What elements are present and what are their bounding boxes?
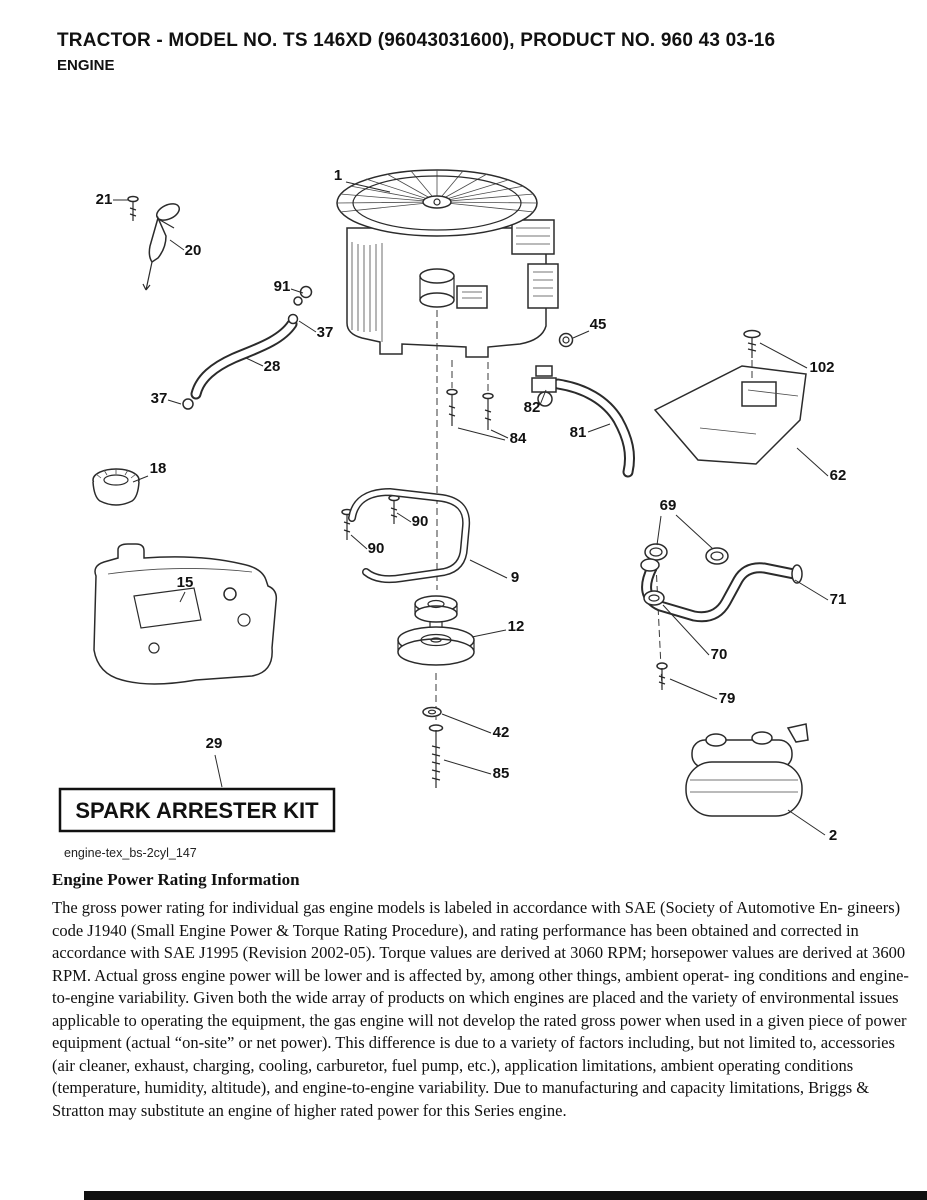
fuel-cap (93, 469, 139, 505)
clamp-b (706, 548, 728, 564)
callout-21: 21 (95, 191, 113, 208)
callout-90-a: 90 (411, 513, 429, 530)
info-body: The gross power rating for individual gas engine models is labeled in accordance with SAE (Society of Automotive En- gineers) code J1940 (Small Engine Power & Torque Rating Procedure), and rating performance has been obtained and corrected in accordance with SAE J1995 (Revision 2002-05). Torque values are derived at 3060 RPM; horsepower values are derived at 3600 RPM. Actual gross engine power will be lower and is affected by, among other things, ambient operat- ing conditions and engine-to-engine variability. Given both the wide array of products on which engines are placed and the variety of environmental issues applicable to operating the equipment, the gas engine will not develop the rated gross power when used in a given piece of power equipment (actual “on-site” or net power). This difference is due to a variety of factors including, but not limited to, accessories (air cleaner, exhaust, charging, cooling, carburetor, fuel pump, etc.), application limitations, ambient operating conditions (temperature, humidity, altitude), and engine-to-engine variability. Due to manufacturing and capacity limitations, Briggs & Stratton may substitute an engine of higher rated power for this Series engine. (52, 898, 909, 1120)
callout-28: 28 (263, 358, 281, 375)
callout-70: 70 (710, 646, 728, 663)
callout-84: 84 (509, 430, 527, 447)
callout-12: 12 (507, 618, 525, 635)
callout-81: 81 (569, 424, 587, 441)
bolt-45 (560, 334, 573, 347)
callout-90-b: 90 (367, 540, 385, 557)
bolt-79 (657, 663, 667, 690)
callout-9: 9 (510, 569, 520, 586)
mandrel-pulley (398, 596, 474, 665)
engine-power-rating-info (52, 870, 914, 1122)
diagram-svg (0, 128, 927, 870)
callout-82: 82 (523, 399, 541, 416)
callout-1: 1 (333, 167, 343, 184)
engine-bracket (352, 492, 466, 579)
bolt-85 (430, 725, 443, 788)
spark-arrester-kit-label: SPARK ARRESTER KIT (75, 798, 319, 823)
bolts-84 (447, 390, 493, 431)
engine-parts-diagram (0, 128, 927, 870)
callout-102: 102 (809, 359, 835, 376)
page-header (57, 30, 887, 74)
callout-85: 85 (492, 765, 510, 782)
callout-62: 62 (829, 467, 847, 484)
spark-arrester-kit-box (60, 789, 334, 831)
callout-45: 45 (589, 316, 607, 333)
callout-15: 15 (176, 574, 194, 591)
callout-29: 29 (205, 735, 223, 752)
page-title: TRACTOR - MODEL NO. TS 146XD (96043031600), PRODUCT NO. 960 43 03-16 (57, 30, 776, 51)
callout-91: 91 (273, 278, 291, 295)
screw-21 (128, 197, 138, 222)
diagram-filename: engine-tex_bs-2cyl_147 (64, 846, 197, 860)
nut-91 (294, 287, 312, 306)
heat-shield (655, 366, 806, 464)
info-heading: Engine Power Rating Information (52, 870, 300, 889)
callout-69: 69 (659, 497, 677, 514)
callout-37-a: 37 (316, 324, 334, 341)
callout-71: 71 (829, 591, 847, 608)
section-label: ENGINE (57, 57, 115, 74)
callout-37-b: 37 (150, 390, 168, 407)
callout-2: 2 (828, 827, 838, 844)
washer-42 (423, 708, 441, 717)
gasket-70 (644, 591, 664, 605)
callout-20: 20 (184, 242, 202, 259)
clamp-a (645, 544, 667, 560)
muffler (686, 724, 808, 816)
callout-42: 42 (492, 724, 510, 741)
throttle-control (143, 201, 182, 290)
fuel-tank (94, 544, 276, 684)
callout-79: 79 (718, 690, 736, 707)
scan-artifact-bar (84, 1191, 927, 1200)
callout-18: 18 (149, 460, 167, 477)
